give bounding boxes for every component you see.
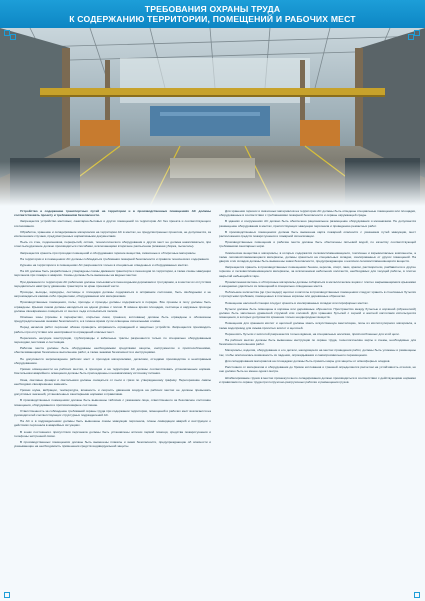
decor-square — [414, 592, 420, 598]
paragraph: Промасленная ветошь и обтирочные материалы должны собираться в металлические ящики с плотно закрывающимися крышками и ежедневно удаляться из помещений в специально отведенные места. — [219, 279, 416, 289]
paragraph: Бутыли должны быть помещены в корзины или деревянные обрешетки. Пространство между бутылью и корзиной (обрешеткой) должно быть заполнено древесной стружкой или соломой. Для хранения бутылей с серной и азотной кислотами используются помещения, в которых допускается хранение только неоднородных веществ. — [219, 306, 416, 320]
paragraph: Обработка, хранение и складирование материалов на территории АС в местах, не предусмотренных проектом, не допускается, за исключением случаев, предусмотренных нормативными документами. — [14, 229, 211, 239]
left-column — [14, 209, 211, 597]
paragraph: Помещения для хранения кислот и щелочей должны иметь искусственную вентиляцию, полы из кислотоупорного материала, а также водопровод для смыва пролитых кислот и щелочей. — [219, 321, 416, 330]
text-area — [14, 209, 416, 597]
paragraph: Материалы, изделия, оборудование и его детали, находящиеся на местах проведения работ, должны быть уложены и размещены так, чтобы исключалась возможность их падения, опрокидывания и самопроизвольного перемещения. — [219, 348, 416, 357]
decor-square — [414, 30, 420, 36]
paragraph: Химические вещества и материалы, в которых содержатся легковоспламеняющиеся, токсичные и взрывоопасные компоненты, а также легковоспламеняющиеся материалы, должны храниться на специальных складах, изолированных от других помещений. На дверях этих складов должны быть вывешены знаки безопасности, предупреждающие о наличии легковоспламеняющихся веществ. — [219, 250, 416, 264]
paragraph: Небольшие количества (до трех ведер) щелочи и кислоты в производственных помещениях следует хранить в стеклянных бутылях с притертыми пробками, помещенных в плетеные корзины или деревянные обрешетки. — [219, 290, 416, 299]
paragraph: Запрещается хранить при проходах помещений и оборудования горючие вещества, смазочные и обтирочные материалы. — [20, 250, 197, 255]
paragraph: Переносить бутыли с кислотой разрешается только вдвоем, на специальных носилках, приспособленных для этой цели. — [225, 331, 400, 336]
paragraph: Ответственность за соблюдение требований охраны труда при содержании территории, помещений и рабочих мест возлагается на руководителей соответствующих структурных подразделений АС. — [14, 408, 211, 417]
decor-square — [4, 592, 10, 598]
paragraph: На АС и в подразделениях должны быть вывешены схемы эвакуации персонала, планы ликвидации аварий и инструкции о действиях персонала в аварийных ситуациях. — [14, 419, 211, 428]
paragraph: Для складирования материалов на площадках должны быть приняты меры для защиты от атмосферных осадков. — [225, 358, 391, 363]
paragraph: В зонах постоянного присутствия персонала должны быть установлены аптечки первой помощи, средства пожаротушения и телефоны экстренной связи. — [14, 429, 211, 438]
decor-square — [408, 34, 414, 40]
title-line-1: ТРЕБОВАНИЯ ОХРАНЫ ТРУДА — [144, 4, 281, 14]
paragraph: Помещение насосной станции следует хранить в изолированных складах или пирофорных местах. — [225, 300, 369, 305]
paragraph: Уровни шума, вибрации, температура, влажность и скорость движения воздуха на рабочих местах не должны превышать допустимых значений, установленных санитарными нормами и правилами. — [14, 387, 211, 397]
paragraph: При движении по территории АС работники должны пользоваться пешеходными дорожками и тротуарами, а в местах их отсутствия передвигаться навстречу движению транспорта по краю проезжей части. — [14, 279, 211, 288]
paragraph: Опасные зоны (проемы в перекрытиях, открытые люки, траншеи, котлованы) должны быть ограждены и обозначены предупредительными знаками безопасности, а в темное время суток освещены сигнальными огнями. — [14, 315, 211, 324]
paragraph: Курение на территории и в помещениях АС разрешается только в специально отведенных и оборудованных местах. — [20, 263, 189, 268]
paragraph: В производственных помещениях должна быть вывешена карта пожарной опасности с указанием путей эвакуации, мест расположения средств пожаротушения и пожарной сигнализации. — [219, 229, 416, 239]
title-bar — [0, 0, 425, 28]
paragraph: Пересекать несущие конструкции, трубопроводы и кабельные трассы разрешается только по специально оборудованным переходам, мостикам и лестницам. — [14, 335, 211, 345]
paragraph: Штабелирование грузов в местах промежуточного складирования должно производиться в соответствии с действующими нормами и правилами по охране труда при погрузочно-разгрузочных работах и размещении грузов. — [219, 375, 416, 384]
paragraph: На территории и в помещениях АС должны соблюдаться требования пожарной безопасности и правила технического содержания. — [20, 256, 210, 261]
paragraph: В производственных помещениях должны быть вывешены плакаты и знаки безопасности, предупреждающие об опасности и указывающие на необходимость применения средств индивидуальной защиты. — [14, 439, 211, 449]
paragraph: Производственные помещения и рабочие места должны быть обеспечены питьевой водой, по качеству соответствующей требованиям санитарных норм. — [219, 240, 416, 249]
paragraph: В производственных помещениях должны быть вывешены таблички с указанием лица, ответственного за безопасное состояние помещения, оборудования и противопожарное состояние. — [14, 398, 211, 407]
right-column — [219, 209, 416, 597]
paragraph: Для хранения горючих и смазочных материалов на территории АС должны быть отведены специальные помещения или площадки, оборудованные в соответствии с требованиями пожарной безопасности и охраны окружающей среды. — [219, 209, 416, 218]
paragraph: Расстояния от материалов и оборудования до бровок котлованов и траншей определяются расчетом на устойчивость откосов, но оно должно быть не менее одного метра. — [219, 365, 416, 374]
paragraph: Рабочие места должны быть оборудованы необходимыми средствами защиты, инструментом и приспособлениями, обеспечивающими безопасное выполнение работ, а также знаками безопасности и инструкциями. — [14, 346, 211, 355]
paragraph: Не допускается загромождение рабочих мест и проходов материалами, деталями, отходами производства и неисправным оборудованием. — [14, 356, 211, 365]
title-line-2: К СОДЕРЖАНИЮ ТЕРРИТОРИИ, ПОМЕЩЕНИЙ И РАБОЧИХ МЕСТ — [69, 14, 356, 24]
paragraph: Перед началом работ персонал обязан проверить исправность ограждений и защитных устройств. Запрещается производить работы при отсутствии или неисправности ограждений опасных мест. — [14, 325, 211, 334]
paragraph: В зданиях и сооружениях АС должно быть обеспечено рациональное размещение оборудования и механизмов. Не допускается размещение оборудования в местах, препятствующих эвакуации персонала и проведению ремонтных работ. — [219, 219, 416, 228]
paragraph: Пыль со стен, подоконников, перекрытий, оптики, технологического оборудования и других мест не должна накапливаться, при этом пылеудаление должно производиться способами, исключающими вторичное распыление (влажная уборка, пылесосы). — [14, 240, 211, 249]
paragraph: Окна, световые фонари и светильники должны очищаться от пыли и грязи по утвержденному графику. Перегоревшие лампы необходимо своевременно заменять. — [14, 377, 211, 386]
decor-square — [10, 34, 16, 40]
paragraph: На АС должны быть разработаны и утверждены схемы движения транспорта и пешеходов по территории, а также схемы эвакуации персонала при пожаре и авариях. Схемы должны быть вывешены на видных местах. — [14, 269, 211, 278]
paragraph: Запрещается хранить в производственных помещениях бензин, керосин, спирт, лаки, краски, растворители, разбавители и другие горючие и легковоспламеняющиеся материалы, за исключением небольших количеств, необходимых для текущей работы, в плотно закрытой небьющейся таре. — [219, 265, 416, 278]
workshop-photo — [0, 28, 425, 206]
paragraph: На рабочих местах должны быть вывешены инструкции по охране труда, технологические карты и схемы, необходимые для безопасного выполнения работ. — [219, 338, 416, 347]
paragraph: Проходы, выходы, коридоры, лестницы и площадки должны содержаться в исправном состоянии, быть свободными и не загромождаться какими-либо предметами, оборудованием или материалами. — [14, 290, 211, 299]
paragraph: Производственные помещения, полы, проходы и проезды должны содержаться в порядке. Все проемы в полу должны быть ограждены. Крышки люков должны находиться на одном уровне с полом. В зимнее время площадки, лестницы и наружные проходы должны своевременно очищаться от снега и льда и посыпаться песком. — [14, 300, 211, 313]
paragraph: Устройство и содержание транспортных путей на территории и в производственных помещениях АС должны соответствовать проекту и требованиям безопасности. — [14, 209, 211, 218]
paragraph: Уровни освещенности на рабочих местах, в проходах и на территории АС должны соответствовать установленным нормам. Светильники аварийного освещения должны быть присоединены к независимому источнику питания. — [14, 367, 211, 376]
paragraph: Запрещается устройство местовых, санитарно-бытовых и других помещений по территории АС без проекта и соответствующего согласования. — [14, 219, 211, 228]
